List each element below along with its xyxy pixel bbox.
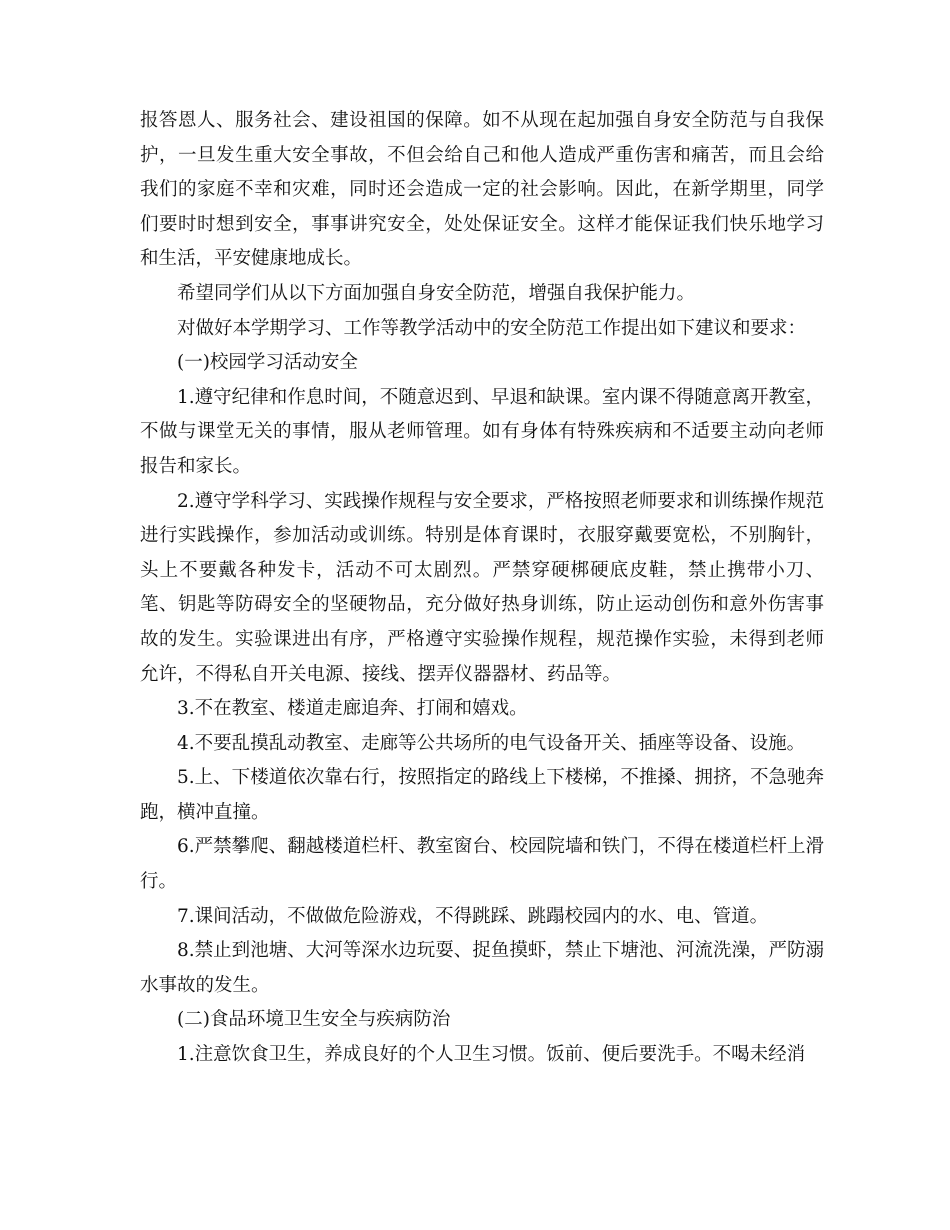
list-item-5: 5.上、下楼道依次靠右行，按照指定的路线上下楼梯，不推搡、拥挤，不急驰奔跑，横冲直撞。 — [140, 767, 824, 823]
list-item-food-1: 1.注意饮食卫生，养成良好的个人卫生习惯。饭前、便后要洗手。不喝未经消 — [177, 1044, 806, 1066]
list-item-4: 4.不要乱摸乱动教室、走廊等公共场所的电气设备开关、插座等设备、设施。 — [177, 732, 806, 754]
paragraph-continuation: 报答恩人、服务社会、建设祖国的保障。如不从现在起加强自身安全防范与自我保护，一旦发生重大安全事故，不但会给自己和他人造成严重伤害和痛苦，而且会给我们的家庭不幸和灾难，同时还会造成一定的社会影响。因此，在新学期里，同学们要时时想到安全，事事讲究安全，处处保证安全。这样才能保证我们快乐地学习和生活，平安健康地成长。 — [140, 110, 824, 270]
list-item-6: 6.严禁攀爬、翻越楼道栏杆、教室窗台、校园院墙和铁门，不得在楼道栏杆上滑行。 — [140, 836, 824, 893]
list-item-1: 1.遵守纪律和作息时间，不随意迟到、早退和缺课。室内课不得随意离开教室，不做与课堂无关的事情，服从老师管理。如有身体有特殊疾病和不适要主动向老师报告和家长。 — [140, 386, 824, 477]
document-page — [140, 104, 824, 1073]
list-item-3: 3.不在教室、楼道走廊追奔、打闹和嬉戏。 — [177, 698, 528, 720]
list-item-7: 7.课间活动，不做做危险游戏，不得跳踩、跳蹋校园内的水、电、管道。 — [177, 905, 769, 927]
section-heading-food-safety: (二)食品环境卫生安全与疾病防治 — [177, 1009, 451, 1031]
paragraph-requirements-intro: 对做好本学期学习、工作等教学活动中的安全防范工作提出如下建议和要求： — [177, 317, 807, 339]
list-item-8: 8.禁止到池塘、大河等深水边玩耍、捉鱼摸虾，禁止下塘池、河流洗澡，严防溺水事故的发生。 — [140, 940, 824, 996]
list-item-2: 2.遵守学科学习、实践操作规程与安全要求，严格按照老师要求和训练操作规范进行实践操作，参加活动或训练。特别是体育课时，衣服穿戴要宽松，不别胸针，头上不要戴各种发卡，活动不可太剧烈。严禁穿硬梆硬底皮鞋，禁止携带小刀、笔、钥匙等防碍安全的坚硬物品，充分做好热身训练，防止运动创伤和意外伤害事故的发生。实验课进出有序，严格遵守实验操作规程，规范操作实验，未得到老师允许，不得私自开关电源、接线、摆弄仪器器材、药品等。 — [140, 490, 824, 685]
paragraph-hope: 希望同学们从以下方面加强自身安全防范，增强自我保护能力。 — [177, 282, 696, 304]
section-heading-campus-safety: (一)校园学习活动安全 — [177, 352, 358, 374]
